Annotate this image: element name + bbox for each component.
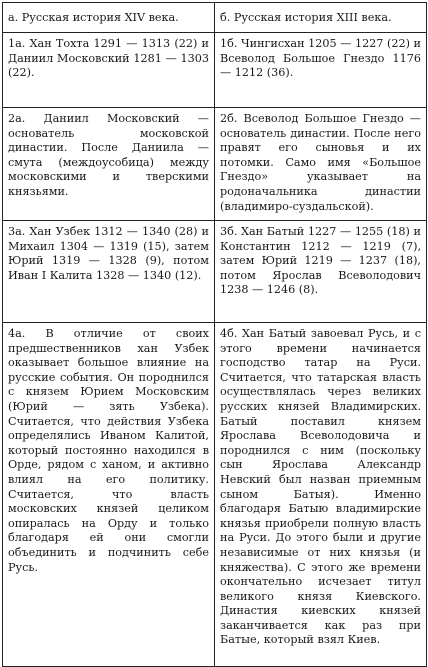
comparison-table — [2, 2, 427, 667]
cell-4a: 4а. В отличие от своих предшественников хан Узбек оказывает большое влияние на русские события. Он породнился с князем Юрием Московским (Юрий — зять Узбека). Считается, что действия Узбека определялись Иваном Калитой, который постоянно находился в Орде, рядом с ханом, и активно влиял на его политику. Считается, что власть московских князей целиком опиралась на Орду и только благодаря ей они смогли объединить и подчинить себе Русь. — [3, 323, 215, 667]
table-row — [3, 33, 427, 108]
table-row — [3, 323, 427, 667]
cell-3a: 3а. Хан Узбек 1312 — 1340 (28) и Михаил 1304 — 1319 (15), затем Юрий 1319 — 1328 (9), потом Иван I Калита 1328 — 1340 (12). — [3, 221, 215, 323]
table-row — [3, 221, 427, 323]
cell-3b: 3б. Хан Батый 1227 — 1255 (18) и Константин 1212 — 1219 (7), затем Юрий 1219 — 1237 (18), потом Ярослав Всеволодович 1238 — 1246 (8). — [215, 221, 427, 323]
cell-4b: 4б. Хан Батый завоевал Русь, и с этого времени начинается господство татар на Руси. Считается, что татарская власть осуществлялась через великих русских князей Владимирских. Батый поставил князем Ярослава Всеволодовича и породнился с ним (поскольку сын Ярослава Александр Невский был назван приемным сыном Батыя). Именно благодаря Батыю владимирские князья приобрели полную власть на Руси. До этого были и другие независимые от них князья (и княжества). С этого же времени окончательно исчезает титул великого князя Киевского. Династия киевских князей заканчивается как раз при Батые, который взял Киев. — [215, 323, 427, 667]
cell-2a: 2а. Даниил Московский — основатель московской династии. После Даниила — смута (междоусобица) между московскими и тверскими князьями. — [3, 108, 215, 221]
header-column-b: б. Русская история XIII века. — [215, 3, 427, 33]
cell-1a: 1а. Хан Тохта 1291 — 1313 (22) и Даниил Московский 1281 — 1303 (22). — [3, 33, 215, 108]
cell-2b: 2б. Всеволод Большое Гнездо — основатель династии. После него правят его сыновья и их потомки. Само имя «Большое Гнездо» указывает на родоначальника династии (владимиро-суздальской). — [215, 108, 427, 221]
cell-1b: 1б. Чингисхан 1205 — 1227 (22) и Всеволод Большое Гнездо 1176 — 1212 (36). — [215, 33, 427, 108]
header-column-a: а. Русская история XIV века. — [3, 3, 215, 33]
table-header-row — [3, 3, 427, 33]
table-row — [3, 108, 427, 221]
